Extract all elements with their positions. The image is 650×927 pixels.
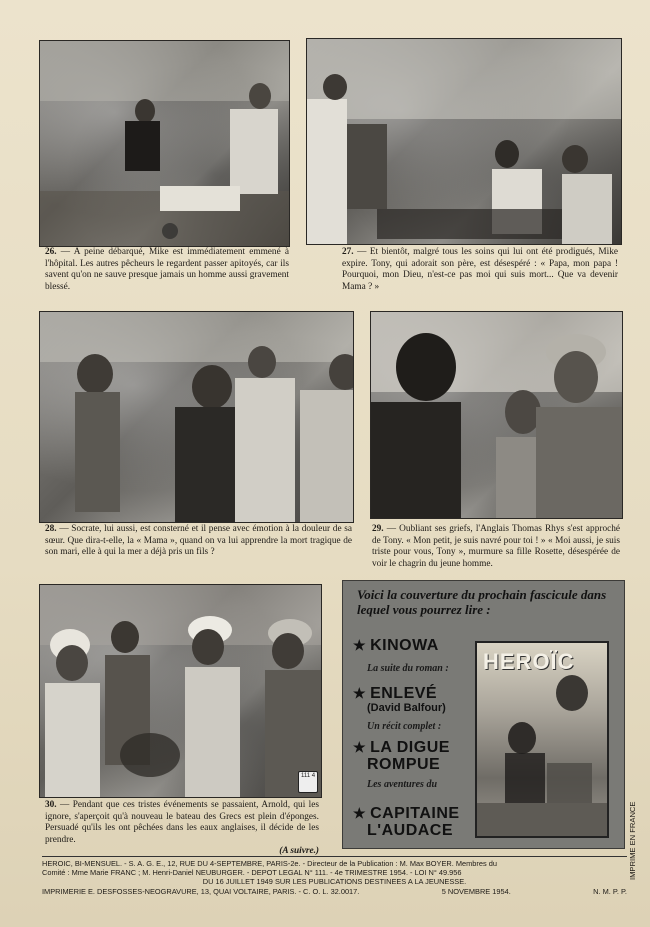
panel-28-caption [45, 524, 352, 559]
printed-in-france: IMPRIME EN FRANCE [628, 801, 637, 880]
colophon-line-3: DU 16 JUILLET 1949 SUR LES PUBLICATIONS DESTINEES A LA JEUNESSE. [202, 877, 467, 887]
promo-title-enleve: ENLEVÉ [370, 685, 438, 702]
footer-rule [42, 856, 627, 857]
panel-28-text: — Socrate, lui aussi, est consterné et il pense avec émotion à la douleur de sa sœur. Que dira-t-elle, la « Mama », quand on va lui apprendre la mort tragique de son mari, elle à qui la mer a déjà pris un fils ? [45, 524, 352, 558]
panel-27-caption [342, 247, 618, 293]
promo-title-digue-1: LA DIGUE [370, 739, 450, 756]
promo-subtitle-2: Un récit complet : [367, 721, 442, 732]
star-icon: ★ [353, 685, 367, 701]
panel-30-photo [39, 584, 322, 798]
promo-item-digue [353, 739, 450, 756]
promo-title-digue-2: ROMPUE [367, 756, 441, 773]
panel-27-number: 27. [342, 247, 354, 257]
promo-subtitle-1: La suite du roman : [367, 663, 449, 674]
panel-26-photo [39, 40, 290, 247]
colophon-date: 5 NOVEMBRE 1954. [441, 886, 511, 896]
panel-29-photo [370, 311, 623, 519]
panel-29-text: — Oubliant ses griefs, l'Anglais Thomas Rhys s'est approché de Tony. « Mon petit, je suis navré pour toi ! » « Moi aussi, je suis triste pour vous, Tony », murmure sa fille Rosette, désespérée de voir le chagrin du jeune homme. [372, 524, 620, 569]
star-icon: ★ [353, 805, 367, 821]
panel-27-photo [306, 38, 622, 245]
colophon-printer: IMPRIMERIE E. DESFOSSES-NEOGRAVURE, 13, QUAI VOLTAIRE, PARIS. - C. O. L. 32.0017. [42, 886, 360, 896]
panel-26-number: 26. [45, 247, 57, 257]
promo-subtitle-3: Les aventures du [367, 779, 437, 790]
colophon-line-2: Comité : Mme Marie FRANC ; M. Henri-Daniel NEUBURGER. - DEPOT LEGAL N° 111. - 4e TRIMESTRE 1954. - LOI N° 49.956 [42, 868, 462, 878]
star-icon: ★ [353, 739, 367, 755]
promo-item-capitaine [353, 805, 460, 822]
cover-title: HEROÏC [483, 649, 575, 674]
promo-item-digue-line2 [367, 756, 440, 773]
cover-illustration [477, 643, 607, 836]
colophon-line-1: HEROIC, BI-MENSUEL. - S. A. G. E., 12, RUE DU 4-SEPTEMBRE, PARIS-2e. - Directeur de la Publication : M. Max BOYER. Membres du [42, 859, 497, 868]
promo-item-kinowa [353, 637, 439, 654]
promo-title-capitaine-2: L'AUDACE [367, 822, 454, 839]
panel-30-number: 30. [45, 800, 57, 810]
star-icon: ★ [353, 637, 367, 653]
panel-29-caption [372, 524, 620, 570]
promo-title-kinowa: KINOWA [370, 637, 439, 654]
promo-heading: Voici la couverture du prochain fascicule dans lequel vous pourrez lire : [357, 587, 607, 617]
colophon-distributor: N. M. P. P. [593, 886, 627, 896]
panel-27-text: — Et bientôt, malgré tous les soins qui lui ont été prodigués, Mike expire. Tony, qui adorait son père, est désespéré : « Papa, mon papa ! Pourquoi, mon Dieu, n'est-ce pas moi qui suis mort... Que va devenir Mama ? » [342, 247, 618, 292]
colophon [42, 855, 627, 896]
panel-28-photo [39, 311, 354, 523]
promo-title-capitaine-1: CAPITAINE [370, 805, 460, 822]
panel-26-text: — A peine débarqué, Mike est immédiatement emmené à l'hôpital. Les autres pêcheurs le regardent passer apitoyés, car ils savent qu'on ne sauve presque jamais un homme aussi gravement blessé. [45, 247, 289, 292]
promo-author-enleve: (David Balfour) [367, 702, 446, 714]
panel-26-caption [45, 247, 289, 293]
plate-number: 111 4 [298, 771, 318, 793]
promo-item-enleve [353, 685, 437, 702]
panel-29-number: 29. [372, 524, 384, 534]
panel-28-number: 28. [45, 524, 57, 534]
promo-item-capitaine-line2 [367, 822, 453, 839]
panel-30-caption [45, 800, 319, 858]
to-be-continued: (A suivre.) [279, 846, 319, 857]
next-issue-cover [475, 641, 609, 838]
panel-30-text: — Pendant que ces tristes événements se passaient, Arnold, qui les ignore, s'aperçoit qu'à nouveau le bateau des Grecs est plein d'éponges. Persuadé qu'ils les ont pêchées dans les eaux anglaises, il décide de les prendre. [45, 800, 319, 845]
